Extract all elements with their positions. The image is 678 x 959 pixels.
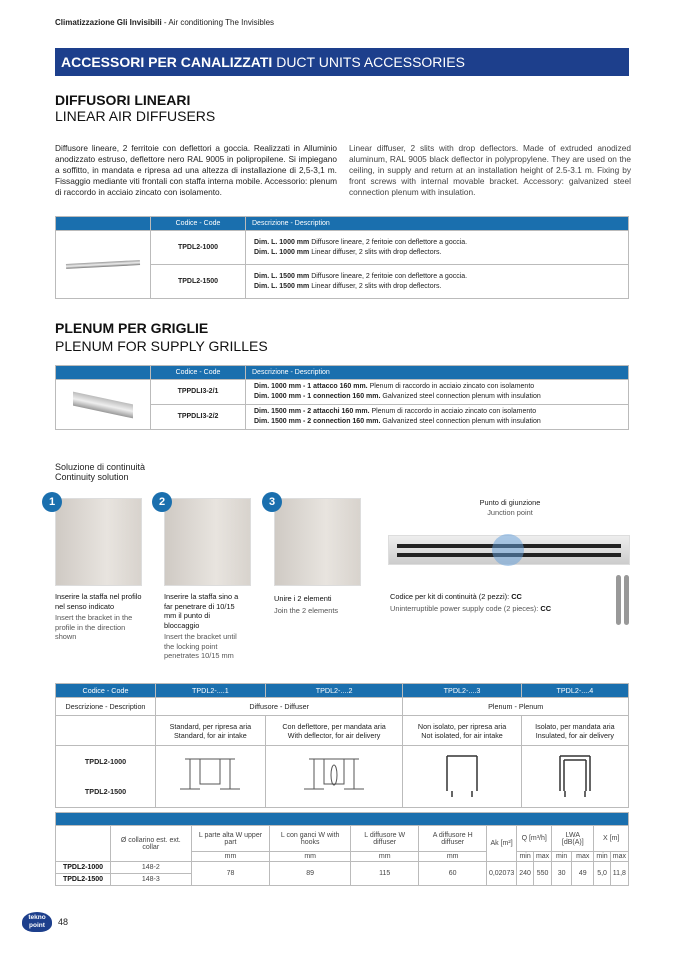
plenum-table: Codice - Code Descrizione - Description TPPDLI3-2/1 Dim. 1000 mm - 1 attacco 160 mm. Plenum di raccordo in acciaio zincato con isolamento Dim. 1000 mm - 1 connection 160 mm. Galvanized steel connection plenum with insulation TPPDLI3-2/2 Dim. 1500 mm - 2 attacchi 160 mm. Plenum di raccordo in acciaio zincato con isolamento Dim. 1500 mm - 2 connection 160 mm. Galvanized steel connection plenum with insulation bbox=[55, 365, 629, 430]
bracket-image bbox=[616, 575, 621, 625]
tekno-point-logo: tekno point bbox=[22, 912, 52, 932]
bracket-image bbox=[624, 575, 629, 625]
junction-diagram bbox=[388, 535, 630, 565]
diffuser-image bbox=[56, 231, 151, 299]
plenum-drawing bbox=[521, 746, 628, 808]
variants-table: Codice - Code TPDL2-....1 TPDL2-....2 TPDL2-....3 TPDL2-....4 Descrizione - Description Diffusore - Diffuser Plenum - Plenum Standard, per ripresa aria Standard, for air intake Con deflettore, per mandata aria With deflector, for air delivery Non isolato, per ripresa aria Not isolated, for air intake Isolato, per mandata aria Insulated, for air delivery TPDL2-1000 TPDL2-1500 bbox=[55, 683, 629, 808]
step-3-caption: Unire i 2 elementi Join the 2 elements bbox=[274, 594, 339, 615]
continuity-title: Soluzione di continuità Continuity solution bbox=[55, 462, 146, 482]
section-banner: ACCESSORI PER CANALIZZATI DUCT UNITS ACCESSORIES bbox=[55, 48, 629, 76]
plenum-image bbox=[56, 380, 151, 430]
section-subtitle: LINEAR AIR DIFFUSERS bbox=[55, 108, 216, 124]
step-3-photo bbox=[274, 498, 361, 586]
section-title: DIFFUSORI LINEARI bbox=[55, 92, 191, 108]
description-en: Linear diffuser, 2 slits with drop deflectors. Made of extruded anodized aluminum, RAL 9005 black deflector in polypropylene. They are used on the ceiling, in supply and return at an installation height of 2.5-3.1 m. Fixing by front screws with internal movable bracket. Accessory: galvanized steel connection plenum with insulation. bbox=[349, 143, 631, 197]
step-2-caption: Inserire la staffa sino a far penetrare di 10/15 mm il punto di bloccaggio Insert the bracket until the locking point penetrates 10/15 mm bbox=[164, 592, 239, 660]
kit-code: Codice per kit di continuità (2 pezzi): CC Uninterruptible power supply code (2 pieces): CC bbox=[390, 592, 552, 613]
page-number: 48 bbox=[58, 917, 69, 927]
profile-drawing bbox=[156, 746, 266, 808]
specs-table: Ø collarino est. ext. collar L parte alta W upper part L con ganci W with hooks L diffusore W diffuser A diffusore H diffuser Ak [m²] Q [m³/h] LWA [dB(A)] X [m] mm mm mm mm min max min max min max TPDL2-1000 148-2 78 89 115 60 0,02073 240 550 30 49 5,0 11,8 TPDL2-1500 148-3 bbox=[55, 812, 629, 886]
description-it: Diffusore lineare, 2 ferritoie con deflettori a goccia. Realizzati in Alluminio anodizzato estruso, deflettore nero RAL 9005 in polipropilene. Si impiegano a soffitto, in mandata e ripresa ad una altezza di installazione di 2,5-3,1 m. Fissaggio mediante viti frontali con staffa interna mobile. Accessorio: plenum di raccordo in acciaio zincato con isolamento. bbox=[55, 143, 337, 197]
profile-drawing bbox=[265, 746, 403, 808]
plenum-drawing bbox=[403, 746, 521, 808]
step-number: 3 bbox=[262, 492, 282, 512]
section-title: PLENUM PER GRIGLIE bbox=[55, 320, 209, 336]
section-subtitle: PLENUM FOR SUPPLY GRILLES bbox=[55, 338, 268, 354]
step-number: 2 bbox=[152, 492, 172, 512]
step-2-photo bbox=[164, 498, 251, 586]
diffuser-table: Codice - Code Descrizione - Description TPDL2-1000 Dim. L. 1000 mm Diffusore lineare, 2 feritoie con deflettore a goccia. Dim. L. 1000 mm Linear diffuser, 2 slits with drop deflectors. TPDL2-1500 Dim. L. 1500 mm Diffusore lineare, 2 feritoie con deflettore a goccia. Dim. L. 1500 mm Linear diffuser, 2 slits with drop deflectors. bbox=[55, 216, 629, 299]
step-number: 1 bbox=[42, 492, 62, 512]
step-1-photo bbox=[55, 498, 142, 586]
junction-label: Punto di giunzione Junction point bbox=[479, 498, 541, 517]
step-1-caption: Inserire la staffa nel profilo nel senso indicato Insert the bracket in the profile in the direction shown bbox=[55, 592, 142, 641]
running-header: Climatizzazione Gli Invisibili - Air conditioning The Invisibles bbox=[55, 18, 275, 27]
